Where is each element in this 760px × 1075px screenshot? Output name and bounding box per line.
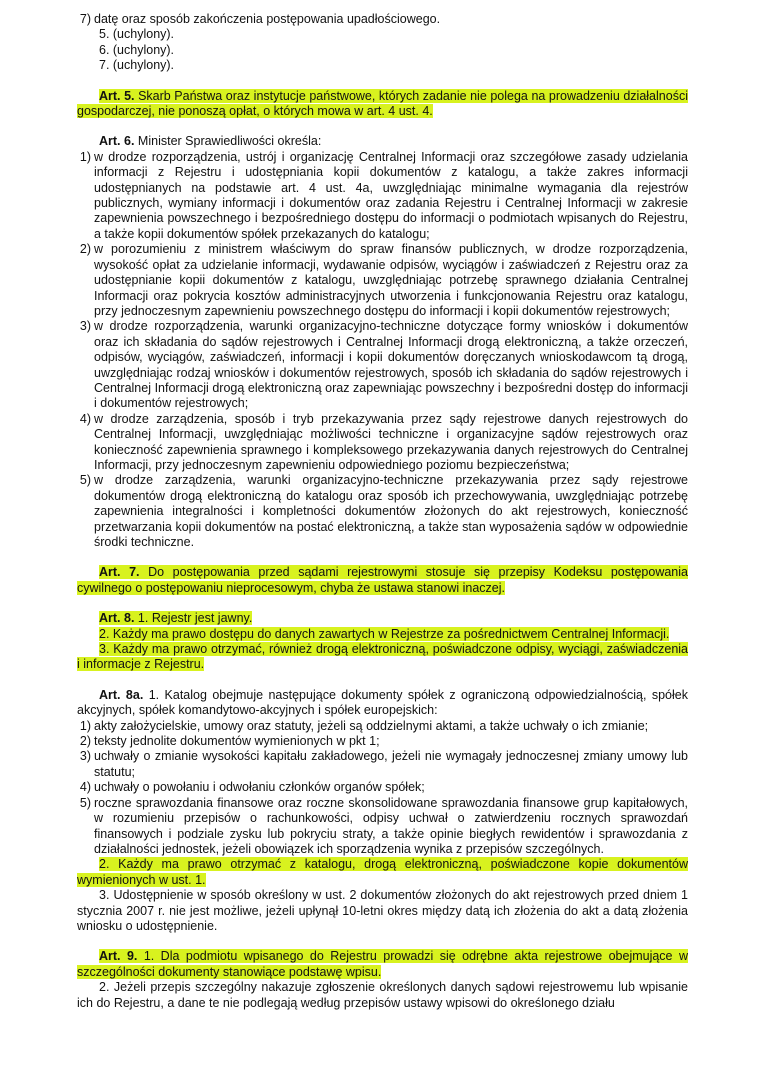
article-8-p1 xyxy=(77,611,688,626)
list-item xyxy=(77,12,688,27)
article-label: Art. 8a. xyxy=(99,687,144,702)
list-item xyxy=(77,473,688,550)
article-5 xyxy=(77,89,688,120)
repealed-5: 5. (uchylony). xyxy=(99,27,175,42)
list-item xyxy=(77,150,688,242)
article-8a-p2 xyxy=(77,857,688,888)
item-text: w drodze zarządzenia, warunki organizacyjno-techniczne przekazywania przez sądy rejestrowe dokumentów drogą elektroniczną do katalogu oraz sposób ich przechowywania, uwzględniając potrzebę zapewnienia integralności i kompletności dokumentów złożonych do akt rejestrowych, konieczność przetwarzania kopii dokumentów na postać elektroniczną, a także stan wyposażenia sądów w odpowiednie środki techniczne. xyxy=(94,473,688,549)
article-text: 1. Katalog obejmuje następujące dokumenty spółek z ograniczoną odpowiedzialnością, spółek akcyjnych, spółek komandytowo-akcyjnych i spółek europejskich: xyxy=(77,687,688,718)
item-text: uchwały o powołaniu i odwołaniu członków organów spółek; xyxy=(94,780,425,795)
item-text: datę oraz sposób zakończenia postępowania upadłościowego. xyxy=(94,12,441,26)
item-number: 5) xyxy=(79,795,91,810)
list-item xyxy=(77,749,688,780)
item-number: 1) xyxy=(79,149,91,164)
item-text: w drodze rozporządzenia, warunki organizacyjno-techniczne dotyczące formy wniosków i dokumentów oraz ich składania do sądów rejestrowych i Centralnej Informacji drogą elektroniczną, a także orzeczeń, odpisów, wyciągów, zaświadczeń, informacji i kopii dokumentów doręczanych wnioskodawcom tą drogą, uwzględniając rodzaj wniosków i dokumentów rejestrowych, sposób ich składania do sądów rejestrowych i Centralnej Informacji drogą elektroniczną oraz zapewniając powszechny i bezpośredni dostęp do informacji i dokumentów rejestrowych; xyxy=(94,319,688,411)
article-label: Art. 5. xyxy=(99,88,135,103)
item-number: 4) xyxy=(79,780,91,795)
item-text: uchwały o zmianie wysokości kapitału zakładowego, jeżeli nie wymagały jednoczesnej zmiany umowy lub statutu; xyxy=(94,749,688,779)
item-number: 4) xyxy=(79,411,91,426)
list-item xyxy=(77,796,688,858)
item-text: teksty jednolite dokumentów wymienionych w pkt 1; xyxy=(94,734,380,749)
repealed-7: 7. (uchylony). xyxy=(99,58,175,73)
list-item xyxy=(77,719,688,734)
item-text: w drodze rozporządzenia, ustrój i organizację Centralnej Informacji oraz szczegółowe zasady udzielania informacji z Rejestru i udostępniania kopii dokumentów z katalogu, a także zakres informacji udostępnianych na podstawie art. 4 ust. 4a, uwzględniając minimalne wymagania dla rejestrów publicznych, wymiany informacji i dokumentów oraz zadania Rejestru i Centralnej Informacji w zakresie zapewnienia powszechnego i bezpośredniego dostępu do informacji o podmiotach wpisanych do Rejestru, a także kopii dokumentów spółek przekazanych do katalogu; xyxy=(94,149,688,241)
article-text: 3. Każdy ma prawo otrzymać, również drogą elektroniczną, poświadczone odpisy, wyciągi, zaświadczenia i informacje z Rejestru. xyxy=(77,642,688,672)
item-text: roczne sprawozdania finansowe oraz roczne skonsolidowane sprawozdania finansowe grup kapitałowych, w rozumieniu przepisów o rachunkowości, odpisy uchwał o zatwierdzeniu rocznych sprawozdań finansowych i podziale zysku lub pokryciu straty, a także opinie biegłych rewidentów i sprawozdania z działalności jednostek, jeżeli obowiązek ich sporządzenia wynika z przepisów szczególnych. xyxy=(94,795,688,856)
item-number: 5) xyxy=(79,473,91,488)
item-number: 1) xyxy=(79,718,91,733)
article-9-p1 xyxy=(77,949,688,980)
list-item xyxy=(77,242,688,319)
list-item xyxy=(77,734,688,749)
article-6-intro xyxy=(77,134,688,149)
article-label: Art. 6. xyxy=(99,134,135,149)
list-item xyxy=(77,780,688,795)
article-text: 1. Dla podmiotu wpisanego do Rejestru prowadzi się odrębne akta rejestrowe obejmujące w szczególności dokumenty stanowiące podstawę wpisu. xyxy=(77,949,688,979)
article-8a-p3 xyxy=(77,888,688,934)
article-label: Art. 7. xyxy=(99,565,140,580)
item-text: akty założycielskie, umowy oraz statuty, jeżeli są oddzielnymi aktami, a także uchwały o ich zmianie; xyxy=(94,718,649,733)
article-text: 2. Jeżeli przepis szczególny nakazuje zgłoszenie określonych danych sądowi rejestrowemu lub wpisanie ich do Rejestru, a dane te nie podlegają według przepisów ustawy wpisowi do określonego działu xyxy=(77,980,688,1010)
item-number: 2) xyxy=(79,242,91,257)
repealed-6: 6. (uchylony). xyxy=(99,42,175,57)
article-label: Art. 8. xyxy=(99,611,135,626)
article-9-p2 xyxy=(77,980,688,1011)
article-text: Minister Sprawiedliwości określa: xyxy=(137,134,322,149)
article-8-p3 xyxy=(77,642,688,673)
article-7 xyxy=(77,565,688,596)
article-8-p2 xyxy=(77,627,688,642)
article-text: 2. Każdy ma prawo dostępu do danych zawartych w Rejestrze za pośrednictwem Centralnej Informacji. xyxy=(99,626,670,641)
item-number: 3) xyxy=(79,749,91,764)
document-page xyxy=(77,12,688,1011)
list-item xyxy=(77,319,688,411)
article-text: 1. Rejestr jest jawny. xyxy=(137,611,253,626)
list-item xyxy=(77,412,688,474)
article-8a-intro xyxy=(77,688,688,719)
item-number: 3) xyxy=(79,319,91,334)
article-text: Skarb Państwa oraz instytucje państwowe, których zadanie nie polega na prowadzeniu działalności gospodarczej, nie ponoszą opłat, o których mowa w art. 4 ust. 4. xyxy=(77,88,688,119)
item-number: 2) xyxy=(79,734,91,749)
article-label: Art. 9. xyxy=(99,949,138,964)
item-number: 7) xyxy=(79,12,91,26)
article-6-list xyxy=(77,150,688,551)
article-text: Do postępowania przed sądami rejestrowymi stosuje się przepisy Kodeksu postępowania cywilnego o postępowaniu nieprocesowym, chyba że ustawa stanowi inaczej. xyxy=(77,565,688,595)
article-text: 2. Każdy ma prawo otrzymać z katalogu, drogą elektroniczną, poświadczone kopie dokumentów wymienionych w ust. 1. xyxy=(77,857,688,887)
item-text: w drodze zarządzenia, sposób i tryb przekazywania przez sądy rejestrowe danych rejestrowych do Centralnej Informacji, uwzględniając możliwości techniczne i organizacyjne sądów rejestrowych oraz konieczność zapewnienia sprawnego i kompleksowego przekazywania danych rejestrowych do Centralnej Informacji, przy jednoczesnym zapewnieniu odpowiedniego poziomu bezpieczeństwa; xyxy=(94,411,688,472)
article-8a-list xyxy=(77,719,688,858)
article-text: 3. Udostępnienie w sposób określony w ust. 2 dokumentów złożonych do akt rejestrowych przed dniem 1 stycznia 2007 r. nie jest możliwe, jeżeli upłynął 10-letni okres między datą ich złożenia do akt a datą złożenia wniosku o udostępnienie. xyxy=(77,888,688,933)
item-text: w porozumieniu z ministrem właściwym do spraw finansów publicznych, w drodze rozporządzenia, wysokość opłat za udzielanie informacji, wydawanie odpisów, wyciągów i zaświadczeń z Rejestru oraz za udostępnianie kopii dokumentów z katalogu, uwzględniając potrzebę sprawnego działania Centralnej Informacji oraz pokrycia kosztów administracyjnych utworzenia i funkcjonowania Rejestru oraz katalogu, przy jednoczesnym zapewnieniu powszechnego dostępu do informacji i kopii dokumentów rejestrowych; xyxy=(94,242,688,318)
